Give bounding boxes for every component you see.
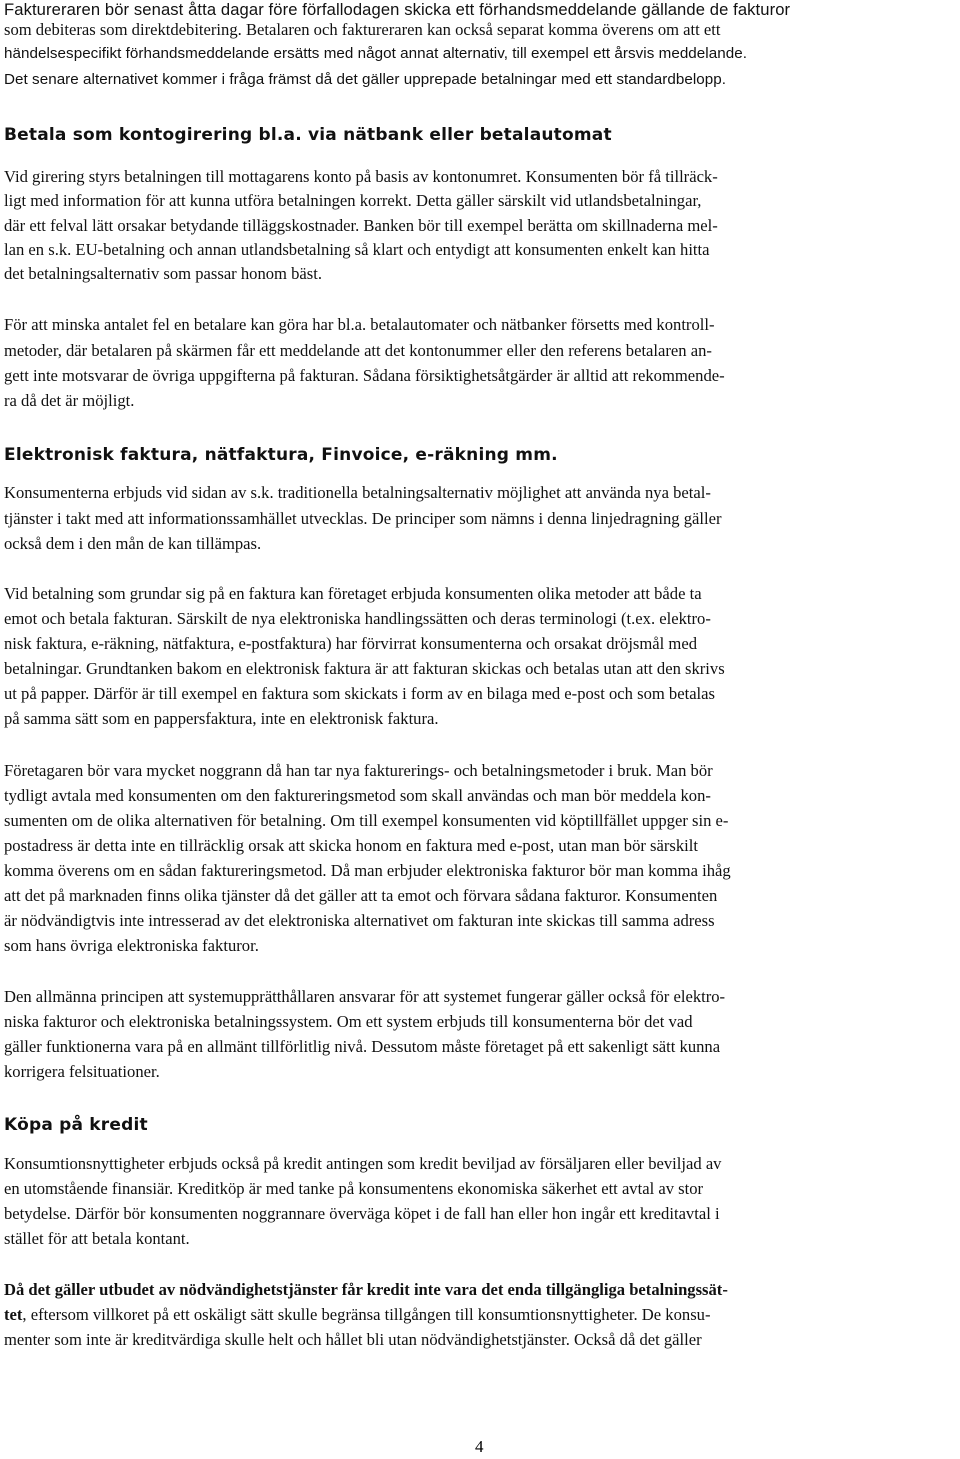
section-heading: Elektronisk faktura, nätfaktura, Finvoice, e-räkning mm. <box>4 445 558 465</box>
text-line: emot och betala fakturan. Särskilt de nya elektroniska handlingssätten och deras terminologi (t.ex. elektro- <box>4 609 711 628</box>
text-line: korrigera felsituationer. <box>4 1062 160 1081</box>
text-line: För att minska antalet fel en betalare kan göra har bl.a. betalautomater och nätbanker försetts med kontroll- <box>4 315 715 334</box>
text-line: en utomstående finansiär. Kreditköp är med tanke på konsumentens ekonomiska säkerhet ett avtal av stor <box>4 1179 704 1198</box>
page-number: 4 <box>475 1437 484 1456</box>
text-line: betydelse. Därför bör konsumenten noggrannare överväga köpet i de fall han eller hon ingår ett kreditavtal i <box>4 1204 720 1223</box>
text-line: komma överens om en sådan faktureringsmetod. Då man erbjuder elektroniska fakturor bör man komma ihåg <box>4 861 731 880</box>
text-line: metoder, där betalaren på skärmen får ett meddelande att det kontonummer eller den referens betalaren an- <box>4 341 712 360</box>
text-line <box>4 1305 710 1325</box>
text-line: tjänster i takt med att informationssamhället utvecklas. De principer som nämns i denna linjedragning gäller <box>4 509 722 528</box>
text-line: att det på marknaden finns olika tjänster då det gäller att ta emot och förvara sådana fakturor. Konsumenten <box>4 886 718 905</box>
text-line-bold: Då det gäller utbudet av nödvändighetstjänster får kredit inte vara det enda tillgängliga betalningssät- <box>4 1280 728 1299</box>
text-line: Konsumtionsnyttigheter erbjuds också på kredit antingen som kredit beviljad av försäljaren eller beviljad av <box>4 1154 722 1173</box>
text-line: på samma sätt som en pappersfaktura, inte en elektronisk faktura. <box>4 709 439 728</box>
text-line: Faktureraren bör senast åtta dagar före förfallodagen skicka ett förhandsmeddelande gällande de fakturor <box>4 0 791 19</box>
text-line: gett inte motsvarar de övriga uppgifterna på fakturan. Sådana försiktighetsåtgärder är alltid att rekommende- <box>4 366 725 385</box>
text-line: sumenten om de olika alternativen för betalning. Om till exempel konsumenten vid köptillfället uppger sin e- <box>4 811 729 830</box>
text-line: stället för att betala kontant. <box>4 1229 190 1248</box>
text-line: Det senare alternativet kommer i fråga främst då det gäller upprepade betalningar med ett standardbelopp. <box>4 71 727 88</box>
section-heading: Köpa på kredit <box>4 1115 148 1135</box>
text-line: som hans övriga elektroniska fakturor. <box>4 936 259 955</box>
text-line: tydligt avtala med konsumenten om den faktureringsmetod som skall användas och man bör meddela kon- <box>4 786 711 805</box>
text-line: där ett felval lätt orsakar betydande tilläggskostnader. Banken bör till exempel berätta om skillnaderna mel- <box>4 216 718 235</box>
text-line: nisk faktura, e-räkning, nätfaktura, e-postfaktura) har förvirrat konsumenterna och orsakat dröjsmål med <box>4 634 697 653</box>
text-line: ligt med information för att kunna utföra betalningen korrekt. Detta gäller särskilt vid utlandsbetalningar, <box>4 191 702 210</box>
text-line: det betalningsalternativ som passar honom bäst. <box>4 264 322 283</box>
text-line: ut på papper. Därför är till exempel en faktura som skickats i form av en bilaga med e-post och som betalas <box>4 684 715 703</box>
section-heading: Betala som kontogirering bl.a. via nätbank eller betalautomat <box>4 125 612 145</box>
text-fragment: , eftersom villkoret på ett oskäligt sätt skulle begränsa tillgången till konsumtionsnyttigheter. De konsu- <box>22 1305 711 1324</box>
text-line: Företagaren bör vara mycket noggrann då han tar nya fakturerings- och betalningsmetoder i bruk. Man bör <box>4 761 713 780</box>
text-line: lan en s.k. EU-betalning och annan utlandsbetalning så klart och entydigt att konsumenten enkelt kan hitta <box>4 240 710 259</box>
text-line: betalningar. Grundtanken bakom en elektronisk faktura är att fakturan skickas och betalas utan att den skrivs <box>4 659 725 678</box>
text-line: niska fakturor och elektroniska betalningssystem. Om ett system erbjuds till konsumenterna bör det vad <box>4 1012 693 1031</box>
text-line: Vid girering styrs betalningen till mottagarens konto på basis av kontonumret. Konsumenten bör få tillräck- <box>4 167 718 186</box>
text-line: ra då det är möjligt. <box>4 391 135 410</box>
text-line: Den allmänna principen att systemupprätthållaren ansvarar för att systemet fungerar gäller också för elektro- <box>4 987 726 1006</box>
bold-fragment: tet <box>4 1305 23 1324</box>
text-line: också dem i den mån de kan tillämpas. <box>4 534 262 553</box>
text-line: Vid betalning som grundar sig på en faktura kan företaget erbjuda konsumenten olika metoder att både ta <box>4 584 702 603</box>
text-line: postadress är detta inte en tillräcklig orsak att skicka honom en faktura med e-post, utan man bör särskilt <box>4 836 698 855</box>
text-line: händelsespecifikt förhandsmeddelande ersätts med något annat alternativ, till exempel ett årsvis meddelande. <box>4 45 747 62</box>
text-line: som debiteras som direktdebitering. Betalaren och faktureraren kan också separat komma överens om att ett <box>4 20 721 39</box>
text-line: är nödvändigtvis inte intresserad av det elektroniska alternativet om fakturan inte skickas till samma adress <box>4 911 715 930</box>
text-line: menter som inte är kreditvärdiga skulle helt och hållet bli utan nödvändighetstjänster. Också då det gäller <box>4 1330 702 1349</box>
text-line: Konsumenterna erbjuds vid sidan av s.k. traditionella betalningsalternativ möjlighet att använda nya betal- <box>4 483 711 502</box>
text-line: gäller funktionerna vara på en allmänt tillförlitlig nivå. Dessutom måste företaget på ett sakenligt sätt kunna <box>4 1037 721 1056</box>
